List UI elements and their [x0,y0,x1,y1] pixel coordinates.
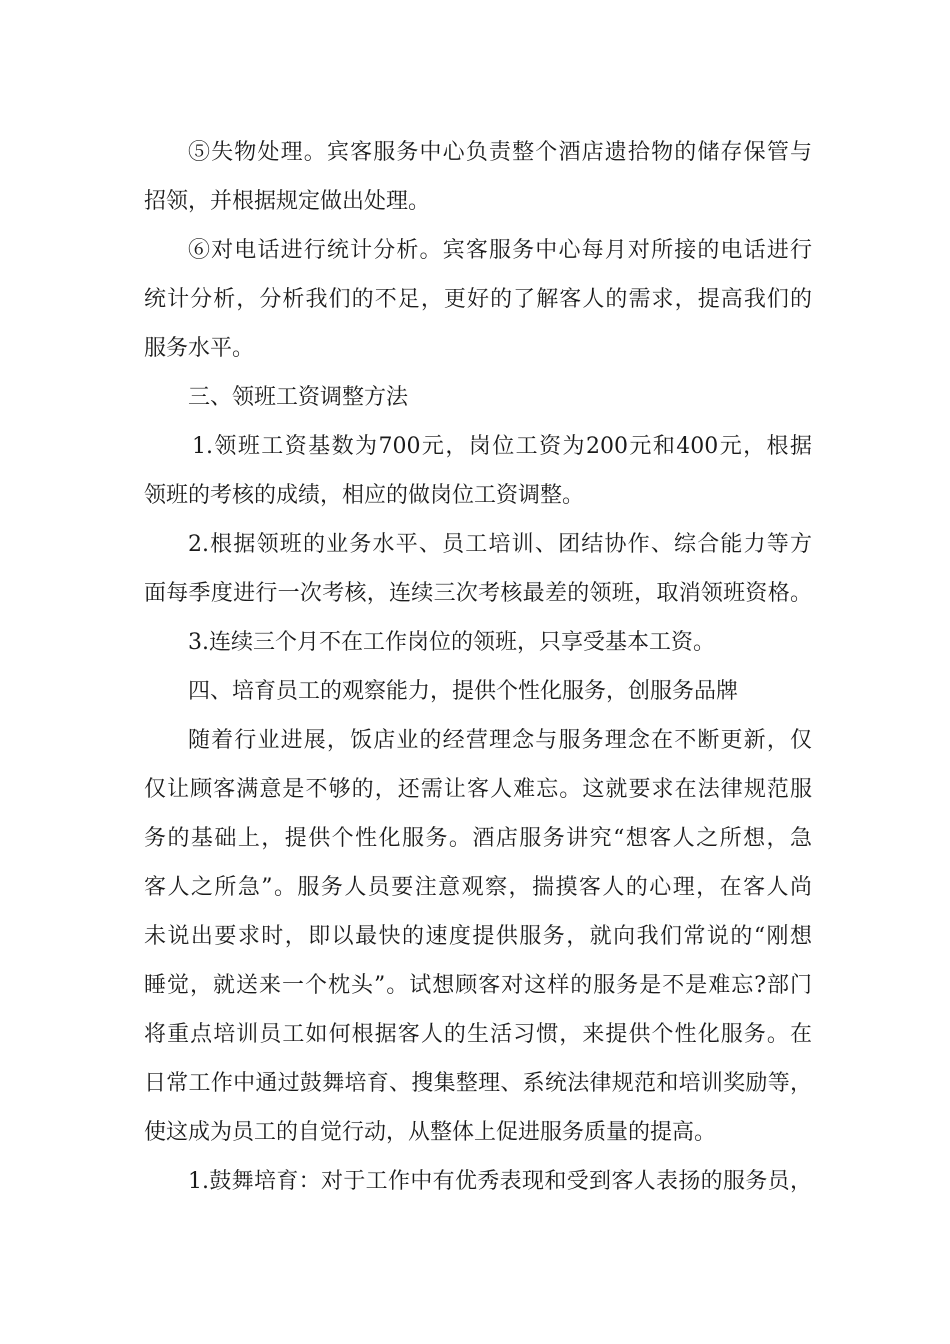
paragraph-personalized-line-2: 仅让顾客满意是不够的，还需让客人难忘。这就要求在法律规范服 [144,777,812,802]
section-heading-4: 四、培育员工的观察能力，提供个性化服务，创服务品牌 [188,679,739,704]
item-3-line-1: 3.连续三个月不在工作岗位的领班，只享受基本工资。 [188,630,715,655]
section-heading-3: 三、领班工资调整方法 [188,385,409,410]
item-1-line-1: 1.领班工资基数为700元，岗位工资为200元和400元，根据 [192,434,812,459]
paragraph-personalized-line-6: 睡觉，就送来一个枕头”。试想顾客对这样的服务是不是难忘?部门 [144,973,812,998]
item-encourage-line-1: 1.鼓舞培育：对于工作中有优秀表现和受到客人表扬的服务员， [188,1169,812,1194]
item-2-line-1: 2.根据领班的业务水平、员工培训、团结协作、综合能力等方 [188,532,812,557]
paragraph-personalized-line-1: 随着行业进展，饭店业的经营理念与服务理念在不断更新，仅 [188,728,812,753]
document-body [144,128,812,1206]
paragraph-personalized-line-7: 将重点培训员工如何根据客人的生活习惯，来提供个性化服务。在 [144,1022,812,1047]
paragraph-phone-stats-line-1: ⑥对电话进行统计分析。宾客服务中心每月对所接的电话进行 [188,238,812,263]
paragraph-personalized-line-5: 未说出要求时，即以最快的速度提供服务，就向我们常说的“刚想 [144,924,812,949]
paragraph-phone-stats-line-3: 服务水平。 [144,336,255,361]
paragraph-personalized-line-9: 使这成为员工的自觉行动，从整体上促进服务质量的提高。 [144,1120,717,1145]
paragraph-lost-items-line-2: 招领，并根据规定做出处理。 [144,189,431,214]
paragraph-personalized-line-4: 客人之所急”。服务人员要注意观察，揣摸客人的心理，在客人尚 [144,875,812,900]
item-1-line-2: 领班的考核的成绩，相应的做岗位工资调整。 [144,483,585,508]
item-2-line-2: 面每季度进行一次考核，连续三次考核最差的领班，取消领班资格。 [144,581,812,606]
paragraph-lost-items-line-1: ⑤失物处理。宾客服务中心负责整个酒店遗拾物的储存保管与 [188,140,812,165]
paragraph-personalized-line-3: 务的基础上，提供个性化服务。酒店服务讲究“想客人之所想，急 [144,826,812,851]
paragraph-personalized-line-8: 日常工作中通过鼓舞培育、搜集整理、系统法律规范和培训奖励等， [144,1071,812,1096]
paragraph-phone-stats-line-2: 统计分析，分析我们的不足，更好的了解客人的需求，提高我们的 [144,287,812,312]
